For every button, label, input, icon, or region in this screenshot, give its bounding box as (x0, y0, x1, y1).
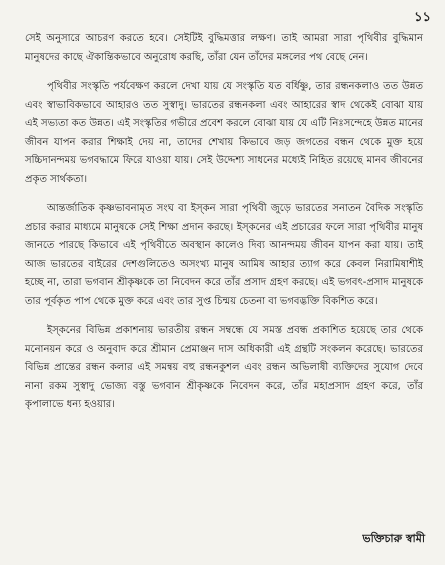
paragraph-3: আন্তর্জাতিক কৃষ্ণভাবনামৃত সংঘ বা ইস্‌কন সারা পৃথিবী জুড়ে ভারতের সনাতন বৈদিক সংস্কৃতি প্রচার করার মাধ্যমে মানুষকে সেই শিক্ষা প্রদান করছে। ইস্‌কনের এই প্রচারের ফলে সারা পৃথিবীর মানুষ জানতে পারছে কিভাবে এই পৃথিবীতে অবস্থান কালেও দিব্য আনন্দময় জীবন যাপন করা যায়। তাই আজ ভারতের বাইরের দেশগুলিতেও অসংখ্য মানুষ আমিষ আহার ত্যাগ করে কেবল নিরামিষাশীই হচ্ছে না, তারা ভগবান শ্রীকৃষ্ণকে তা নিবেদন করে তাঁর প্রসাদ গ্রহণ করছে। এই ভগবৎ-প্রসাদ মানুষকে তার পূর্বকৃত পাপ থেকে মুক্ত করে এবং তার সুপ্ত চিন্ময় চেতনা বা ভগবদ্ভক্তি বিকশিত করে। (25, 203, 423, 307)
body-text (25, 30, 423, 415)
paragraph-2: পৃথিবীর সংস্কৃতি পর্যবেক্ষণ করলে দেখা যায় যে সংস্কৃতি যত বর্ধিষ্ণু, তার রন্ধনকলাও তত উন্নত এবং স্বাভাবিকভাবে আহারও তত সুস্বাদু। ভারতের রন্ধনকলা এবং আহারের স্বাদ থেকেই বোঝা যায় এই সভ্যতা কত উন্নত। এই সংস্কৃতির গভীরে প্রবেশ করলে বোঝা যায় যে এটি নিঃসন্দেহে উন্নত মানের জীবন যাপন করার শিক্ষাই দেয় না, তাদের শেখায় কিভাবে জড় জগতের বন্ধন থেকে মুক্ত হয়ে সচ্চিদানন্দময় ভগবদ্ধামে ফিরে যাওয়া যায়। সেই উদ্দেশ্য সাধনের মধ্যেই নিহিত রয়েছে মানব জীবনের প্রকৃত সার্থকতা। (25, 81, 423, 185)
paragraph-1: সেই অনুসারে আচরণ করতে হবে। সেইটিই বুদ্ধিমত্তার লক্ষণ। তাই আমরা সারা পৃথিবীর বুদ্ধিমান মানুষদের কাছে ঐকান্তিকভাবে অনুরোধ করছি, তাঁরা যেন তাঁদের মঙ্গলের পথ বেছে নেন। (25, 33, 423, 63)
author-signature: ভক্তিচারু স্বামী (362, 532, 425, 545)
paragraph-4: ইস্‌কনের বিভিন্ন প্রকাশনায় ভারতীয় রন্ধন সম্বন্ধে যে সমস্ত প্রবন্ধ প্রকাশিত হয়েছে তার থেকে মনোনয়ন করে ও অনুবাদ করে শ্রীমান প্রেমাঞ্জন দাস অধিকারী এই গ্রন্থটি সংকলন করেছে। ভারতের বিভিন্ন প্রান্তের রন্ধন কলার এই সমন্বয় বহু রন্ধনকুশল এবং রন্ধন অভিলাষী ব্যক্তিদের সুযোগ দেবে নানা রকম সুস্বাদু ভোজ্য বস্তু ভগবান শ্রীকৃষ্ণকে নিবেদন করে, তাঁর মহাপ্রসাদ গ্রহণ করে, তাঁর কৃপালাভে ধন্য হওয়ার। (25, 325, 423, 410)
page-number: ১১ (414, 10, 431, 25)
